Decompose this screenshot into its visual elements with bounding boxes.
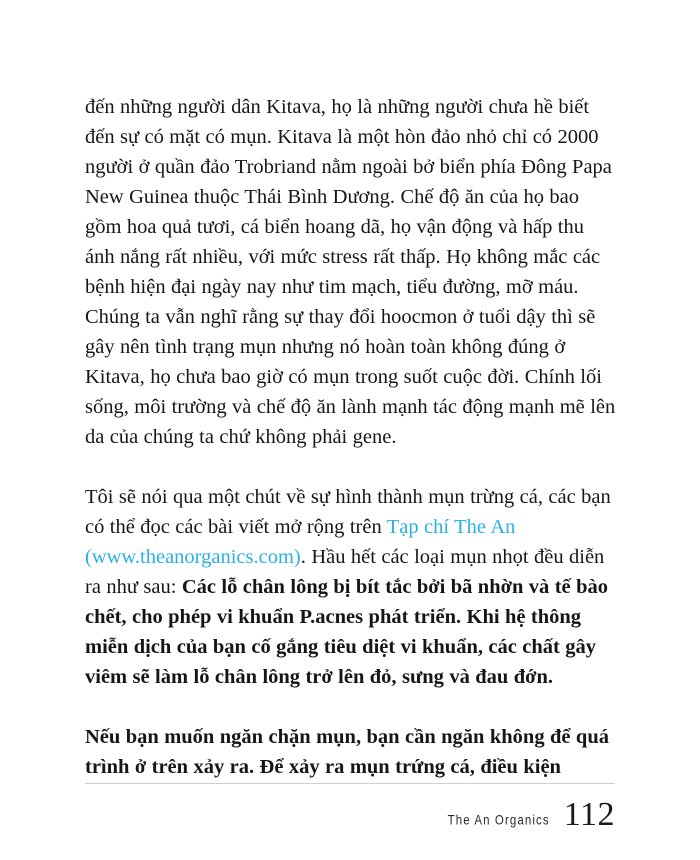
paragraph-kitava: đến những người dân Kitava, họ là những người chưa hề biết đến sự có mặt có mụn. Kitava là một hòn đảo nhỏ chỉ có 2000 người ở quần đảo Trobriand nằm ngoài bở biển phía Đông Papa New Guinea thuộc Thái Bình Dương. Chế độ ăn của họ bao gồm hoa quả tươi, cá biển hoang dã, họ vận động và hấp thu ánh nắng rất nhiều, với mức stress rất thấp. Họ không mắc các bệnh hiện đại ngày nay như tim mạch, tiểu đường, mỡ máu. Chúng ta vẫn nghĩ rằng sự thay đổi hoocmon ở tuổi dậy thì sẽ gây nên tình trạng mụn nhưng nó hoàn toàn không đúng ở Kitava, họ chưa bao giờ có mụn trong suốt cuộc đời. Chính lối sống, môi trường và chế độ ăn lành mạnh tác động mạnh mẽ lên da của chúng ta chứ không phải gene. — [85, 96, 616, 448]
brand-name: The An Organics — [447, 813, 550, 828]
paragraph-acne-formation — [85, 482, 617, 692]
magazine-link[interactable]: Tạp chí The An (www.theanorganics.com) — [85, 516, 516, 568]
paragraph-prevention: Nếu bạn muốn ngăn chặn mụn, bạn cần ngăn không để quá trình ở trên xảy ra. Để xảy ra mụn trứng cá, điều kiện — [85, 726, 609, 778]
paragraph-lead-text: Tôi sẽ nói qua một chút về sự hình thành mụn trừng cá, các bạn có thể đọc các bài viết mở rộng trên — [85, 486, 611, 538]
paragraph-after-link-text: . Hầu hết các loại mụn nhọt đều diễn ra như sau: — [85, 546, 605, 598]
footer-content-row — [85, 798, 615, 832]
page-footer — [85, 783, 615, 832]
page-number: 112 — [563, 796, 615, 833]
page-content — [85, 92, 617, 782]
footer-divider — [85, 783, 615, 784]
paragraph-bold-emphasis: Các lỗ chân lông bị bít tắc bởi bã nhờn và tế bào chết, cho phép vi khuẩn P.acnes phát triển. Khi hệ thông miễn dịch của bạn cố gắng tiêu diệt vi khuẩn, các chất gây viêm sẽ làm lỗ chân lông trở lên đỏ, sưng và đau đớn. — [85, 576, 608, 688]
